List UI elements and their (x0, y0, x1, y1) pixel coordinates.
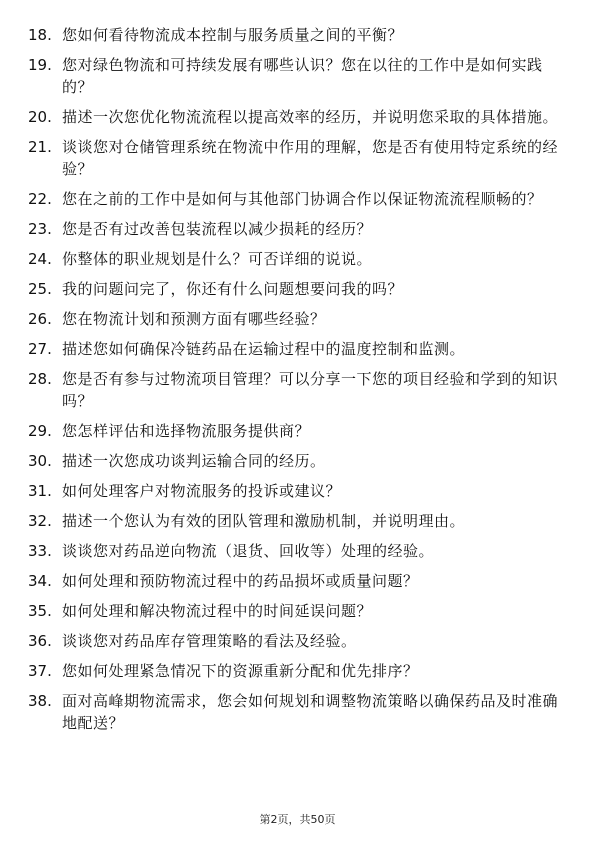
question-item (28, 570, 568, 592)
question-item (28, 420, 568, 442)
question-number: 31. (28, 482, 52, 500)
question-text: 如何处理和解决物流过程中的时间延误问题？ (62, 602, 373, 620)
question-item (28, 136, 568, 180)
question-text: 您如何处理紧急情况下的资源重新分配和优先排序？ (62, 662, 419, 680)
question-text: 谈谈您对药品库存管理策略的看法及经验。 (62, 632, 357, 650)
question-text: 您是否有参与过物流项目管理？可以分享一下您的项目经验和学到的知识吗？ (62, 370, 559, 410)
question-item (28, 690, 568, 734)
question-number: 29. (28, 422, 52, 440)
question-number: 38. (28, 692, 52, 710)
question-text: 您对绿色物流和可持续发展有哪些认识？您在以往的工作中是如何实践的？ (62, 56, 543, 96)
question-text: 描述一次您优化物流流程以提高效率的经历，并说明您采取的具体措施。 (62, 108, 559, 126)
question-item (28, 278, 568, 300)
question-number: 27. (28, 340, 52, 358)
question-text: 如何处理客户对物流服务的投诉或建议？ (62, 482, 342, 500)
question-number: 21. (28, 138, 52, 156)
question-item (28, 368, 568, 412)
question-number: 35. (28, 602, 52, 620)
question-number: 34. (28, 572, 52, 590)
question-item (28, 600, 568, 622)
question-number: 37. (28, 662, 52, 680)
question-text: 我的问题问完了，你还有什么问题想要问我的吗？ (62, 280, 404, 298)
question-item (28, 630, 568, 652)
question-item (28, 660, 568, 682)
question-item (28, 54, 568, 98)
question-item (28, 510, 568, 532)
page-number-label: 第2页，共50页 (259, 813, 336, 826)
question-item (28, 540, 568, 562)
question-item (28, 480, 568, 502)
question-text: 您如何看待物流成本控制与服务质量之间的平衡？ (62, 26, 404, 44)
question-number: 26. (28, 310, 52, 328)
question-text: 描述一个您认为有效的团队管理和激励机制，并说明理由。 (62, 512, 466, 530)
question-text: 您在之前的工作中是如何与其他部门协调合作以保证物流流程顺畅的？ (62, 190, 543, 208)
question-number: 19. (28, 56, 52, 74)
question-item (28, 308, 568, 330)
page-footer (0, 811, 595, 827)
question-text: 谈谈您对仓储管理系统在物流中作用的理解，您是否有使用特定系统的经验？ (62, 138, 559, 178)
question-item (28, 188, 568, 210)
question-number: 30. (28, 452, 52, 470)
question-number: 22. (28, 190, 52, 208)
question-text: 你整体的职业规划是什么？可否详细的说说。 (62, 250, 373, 268)
question-text: 您怎样评估和选择物流服务提供商？ (62, 422, 311, 440)
question-item (28, 248, 568, 270)
question-item (28, 24, 568, 46)
question-text: 您在物流计划和预测方面有哪些经验？ (62, 310, 326, 328)
question-text: 面对高峰期物流需求，您会如何规划和调整物流策略以确保药品及时准确地配送？ (62, 692, 559, 732)
question-number: 20. (28, 108, 52, 126)
question-number: 33. (28, 542, 52, 560)
question-text: 描述一次您成功谈判运输合同的经历。 (62, 452, 326, 470)
question-list (28, 24, 568, 742)
question-item (28, 106, 568, 128)
question-item (28, 450, 568, 472)
question-text: 您是否有过改善包装流程以减少损耗的经历？ (62, 220, 373, 238)
question-number: 24. (28, 250, 52, 268)
question-number: 25. (28, 280, 52, 298)
question-text: 如何处理和预防物流过程中的药品损坏或质量问题？ (62, 572, 419, 590)
question-text: 描述您如何确保冷链药品在运输过程中的温度控制和监测。 (62, 340, 466, 358)
question-number: 28. (28, 370, 52, 388)
question-text: 谈谈您对药品逆向物流（退货、回收等）处理的经验。 (62, 542, 435, 560)
question-number: 18. (28, 26, 52, 44)
question-number: 32. (28, 512, 52, 530)
question-number: 36. (28, 632, 52, 650)
question-item (28, 218, 568, 240)
question-item (28, 338, 568, 360)
question-number: 23. (28, 220, 52, 238)
